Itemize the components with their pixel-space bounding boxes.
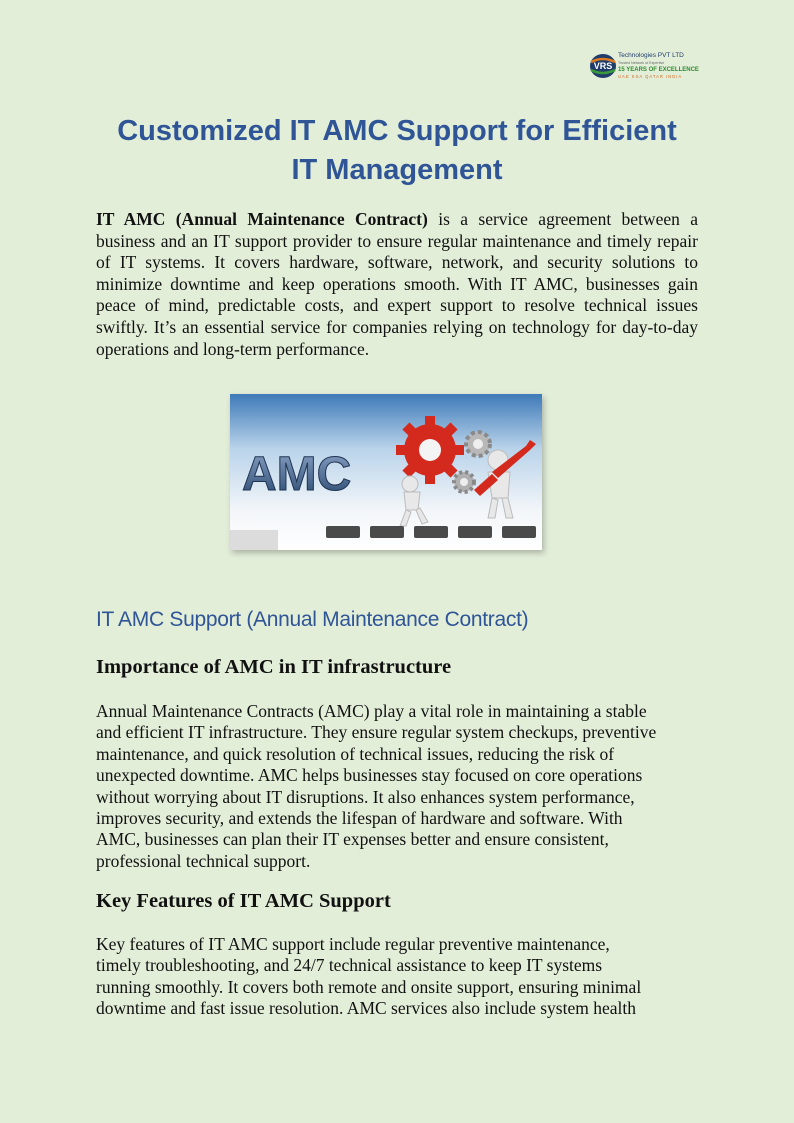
importance-heading: Importance of AMC in IT infrastructure — [96, 656, 452, 678]
importance-line: and efficient IT infrastructure. They ensure regular system checkups, preventive — [96, 722, 657, 743]
amc-illustration — [230, 394, 542, 550]
grey-gear-icon — [466, 432, 490, 456]
intro-lead: IT AMC (Annual Maintenance Contract) — [96, 209, 428, 229]
logo-tagline: Trusted Network of Expertise — [618, 60, 665, 65]
small-grey-gear-icon — [454, 472, 474, 492]
importance-line: unexpected downtime. AMC helps businesses stay focused on core operations — [96, 765, 643, 786]
globe-logo-icon — [588, 52, 618, 80]
importance-line: maintenance, and quick resolution of technical issues, reducing the risk of — [96, 743, 615, 764]
importance-paragraph — [96, 701, 706, 872]
page-title-line-1: Customized IT AMC Support for Efficient — [117, 115, 677, 147]
company-logo — [588, 52, 700, 84]
page-title-line-2: IT Management — [291, 154, 503, 186]
features-heading: Key Features of IT AMC Support — [96, 890, 391, 912]
logo-years: 15 YEARS OF EXCELLENCE — [618, 67, 699, 74]
logo-company-name: Technologies PVT LTD — [618, 52, 684, 59]
importance-line: without worrying about IT disruptions. It also enhances system performance, — [96, 786, 635, 807]
importance-line: professional technical support. — [96, 850, 311, 871]
features-line: downtime and fast issue resolution. AMC services also include system health — [96, 998, 636, 1019]
section-heading: IT AMC Support (Annual Maintenance Contract) — [96, 608, 529, 631]
page-title — [60, 112, 734, 190]
logo-regions: UAE KSA QATAR INDIA — [618, 74, 683, 80]
importance-line: Annual Maintenance Contracts (AMC) play a vital role in maintaining a stable — [96, 701, 647, 721]
features-line: running smoothly. It covers both remote and onsite support, ensuring minimal — [96, 976, 642, 997]
red-gear-icon — [396, 416, 464, 484]
amc-image-label: AMC — [242, 448, 352, 501]
features-paragraph — [96, 934, 706, 1020]
features-line: Key features of IT AMC support include regular preventive maintenance, — [96, 934, 610, 954]
intro-paragraph — [96, 209, 698, 360]
features-line: timely troubleshooting, and 24/7 technical assistance to keep IT systems — [96, 955, 603, 976]
intro-text: is a service agreement between a business and an IT support provider to ensure regular maintenance and timely repair of IT systems. It covers hardware, software, network, and security solutions to minimize downtime and keep operations smooth. With IT AMC, businesses gain peace of mind, predictable costs, and expert support to resolve technical issues swiftly. It’s an essential service for companies relying on technology for day-to-day operations and long-term performance. — [96, 209, 698, 359]
importance-line: improves security, and extends the lifespan of hardware and software. With — [96, 808, 623, 829]
importance-line: AMC, businesses can plan their IT expenses better and ensure consistent, — [96, 829, 609, 850]
logo-mark-text: VRS — [593, 61, 613, 71]
